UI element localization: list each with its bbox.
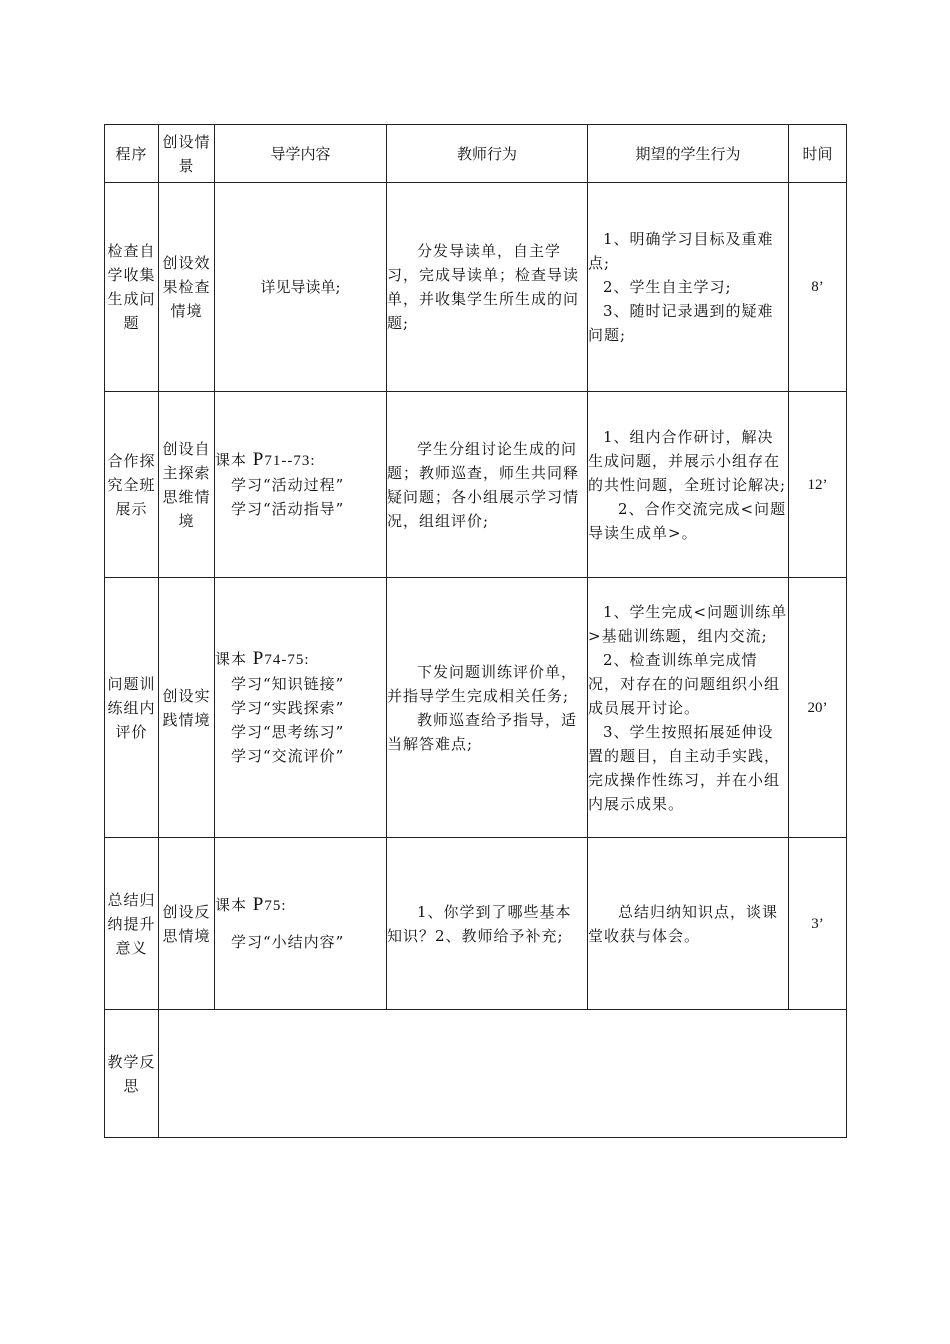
time-cell: 3’ (789, 838, 847, 1010)
textbook-pages (215, 448, 386, 473)
student-cell (588, 183, 789, 392)
student-item: 3、学生按照拓展延伸设置的题目，自主动手实践，完成操作性练习，并在小组内展示成果。 (588, 722, 781, 813)
scenario-cell: 创设实践情境 (159, 578, 215, 838)
reflection-label: 教学反思 (105, 1010, 159, 1138)
content-item: 学习“实践探索” (231, 699, 345, 717)
scenario-cell: 创设反思情境 (159, 838, 215, 1010)
header-scenario: 创设情景 (159, 125, 215, 183)
header-time: 时间 (789, 125, 847, 183)
procedure-cell: 问题训练组内评价 (105, 578, 159, 838)
student-item: 2、合作交流完成<问题导读生成单>。 (588, 499, 787, 542)
student-item: 1、学生完成<问题训练单>基础训练题，组内交流; (588, 602, 788, 645)
procedure-cell: 合作探究全班展示 (105, 392, 159, 578)
student-item: 1、明确学习目标及重难点; (588, 230, 774, 272)
header-row (105, 125, 847, 183)
page-marker: P (252, 648, 265, 669)
scenario-cell: 创设效果检查情境 (159, 183, 215, 392)
teacher-item: 教师巡查给予指导，适当解答难点; (387, 710, 578, 753)
textbook-label: 课本 (215, 896, 248, 914)
teacher-cell: 1、你学到了哪些基本知识？2、教师给予补充; (387, 838, 588, 1010)
scenario-cell: 创设自主探索思维情境 (159, 392, 215, 578)
table-row (105, 183, 847, 392)
teacher-cell: 学生分组讨论生成的问题；教师巡查，师生共同释疑问题；各小组展示学习情况，组组评价; (387, 392, 588, 578)
content-cell (215, 392, 387, 578)
content-cell (215, 578, 387, 838)
header-student: 期望的学生行为 (588, 125, 789, 183)
student-item: 1、组内合作研讨，解决生成问题，并展示小组存在的共性问题，全班讨论解决; (588, 427, 787, 494)
time-cell: 12’ (789, 392, 847, 578)
student-cell: 总结归纳知识点，谈课堂收获与体会。 (588, 838, 789, 1010)
textbook-pages (215, 893, 386, 918)
student-item: 2、学生自主学习; (603, 278, 732, 296)
content-item: 学习“思考练习” (231, 723, 345, 741)
content-cell: 详见导读单; (215, 183, 387, 392)
student-item: 3、随时记录遇到的疑难问题; (588, 302, 774, 344)
table-row (105, 578, 847, 838)
reflection-row (105, 1010, 847, 1138)
student-item: 2、检查训练单完成情况，对存在的问题组织小组成员展开讨论。 (588, 650, 781, 717)
textbook-pages (215, 647, 386, 672)
teacher-cell (387, 578, 588, 838)
content-item: 学习“活动过程” (231, 476, 345, 494)
time-cell: 20’ (789, 578, 847, 838)
teacher-item: 下发问题训练评价单，并指导学生完成相关任务; (387, 662, 578, 705)
page-range: 71--73: (264, 453, 316, 469)
page-range: 75: (264, 898, 287, 914)
student-cell (588, 392, 789, 578)
page-marker: P (252, 894, 265, 915)
reflection-content (159, 1010, 847, 1138)
page-range: 74-75: (264, 652, 310, 668)
header-procedure: 程序 (105, 125, 159, 183)
page-marker: P (252, 449, 265, 470)
content-item: 学习“交流评价” (231, 747, 345, 765)
procedure-cell: 检查自学收集生成问题 (105, 183, 159, 392)
student-cell (588, 578, 789, 838)
teacher-cell: 分发导读单，自主学习，完成导读单；检查导读单，并收集学生所生成的问题; (387, 183, 588, 392)
content-item: 学习“知识链接” (231, 675, 345, 693)
table-row (105, 392, 847, 578)
time-cell: 8’ (789, 183, 847, 392)
table-row (105, 838, 847, 1010)
textbook-label: 课本 (215, 650, 248, 668)
content-item: 学习“小结内容” (231, 933, 345, 951)
lesson-plan-table (104, 124, 847, 1138)
header-teacher: 教师行为 (387, 125, 588, 183)
textbook-label: 课本 (215, 451, 248, 469)
content-item: 学习“活动指导” (231, 500, 345, 518)
procedure-cell: 总结归纳提升意义 (105, 838, 159, 1010)
content-cell (215, 838, 387, 1010)
header-content: 导学内容 (215, 125, 387, 183)
